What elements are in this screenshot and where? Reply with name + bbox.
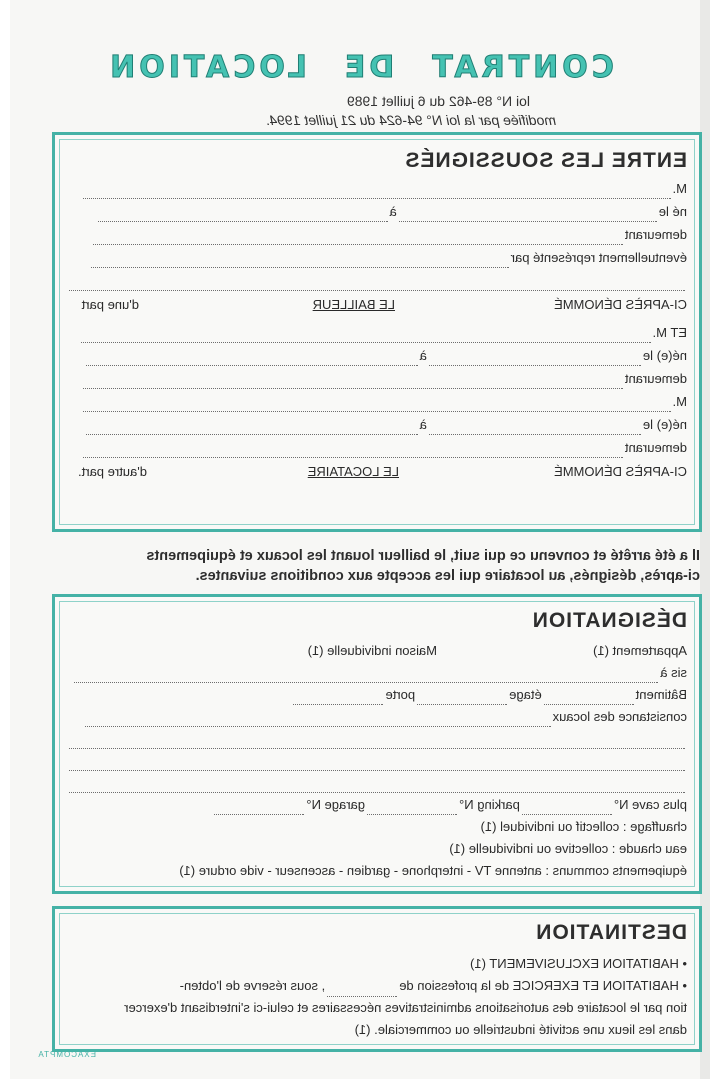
locataire2-birthdate-field[interactable] [429, 420, 641, 435]
bailleur-address-row [67, 225, 687, 245]
label-parking: parking N° [459, 797, 520, 812]
housing-type-row [67, 641, 687, 661]
label-demeurant: demeurant [624, 371, 687, 386]
contract-title [10, 50, 710, 85]
bailleur-name-row [67, 179, 687, 199]
bullet-icon: • [682, 956, 687, 971]
bullet-icon: • [682, 978, 687, 993]
law-reference: loi N° 89-462 du 6 juillet 1989 [346, 93, 530, 109]
locataire1-name-row [67, 323, 687, 343]
title-word-de: DE [340, 50, 395, 85]
designation-section [52, 594, 702, 894]
brand-mark: EXACOMPTA [37, 1050, 96, 1059]
label-d-une-part: d'une part [81, 297, 139, 312]
label-ne-le: né le [658, 204, 687, 219]
bailleur-address-field[interactable] [93, 230, 623, 245]
label-a: à [419, 348, 427, 363]
law-amendment: modifiée par la loi N° 94-624 du 21 juillet 1994. [265, 112, 556, 128]
label-a: à [419, 417, 427, 432]
bailleur-birthplace-field[interactable] [98, 207, 388, 222]
representative-field[interactable] [91, 253, 509, 268]
label-m: M. [672, 181, 687, 196]
locataire1-name-field[interactable] [81, 328, 651, 343]
label-porte: porte [385, 687, 416, 702]
label-nee-le: né(e) le [642, 348, 687, 363]
mirrored-content [10, 0, 710, 1079]
shared-equipment-option[interactable]: équipements communs : antenne TV - interphone - gardien - ascenseur - vide ordure (1) [179, 863, 687, 878]
option-maison[interactable]: Maison individuelle (1) [307, 643, 437, 658]
blank-line-row [67, 271, 687, 291]
parties-title: ENTRE LES SOUSSIGNÉS [404, 149, 687, 172]
premises-line2 [67, 729, 687, 749]
premises-line4 [67, 773, 687, 793]
label-ci-apres: CI-APRÈS DÉNOMMÉ [554, 297, 687, 312]
label-d-autre-part: d'autre part. [78, 464, 147, 479]
premises-field-4[interactable] [69, 778, 685, 793]
bailleur-name-field[interactable] [83, 184, 671, 199]
agreement-statement-line2: ci-après, désignés, au locataire qui les accepte aux conditions suivantes. [195, 568, 700, 584]
title-word-contrat: CONTRAT [428, 50, 614, 85]
label-et-m: ET M. [652, 325, 687, 340]
use-option-exclusive[interactable] [57, 953, 687, 975]
locataire1-address-field[interactable] [83, 374, 623, 389]
cellar-field[interactable] [522, 800, 612, 815]
heating-option[interactable]: chauffage : collectif ou individuel (1) [480, 819, 687, 834]
label-cave: plus cave N° [613, 797, 687, 812]
premises-field-2[interactable] [69, 734, 685, 749]
locataire-designation-row [67, 462, 687, 482]
label-nee-le: né(e) le [642, 417, 687, 432]
representative-row [67, 248, 687, 268]
extra-line-field[interactable] [69, 276, 685, 291]
premises-row [67, 707, 687, 727]
bailleur-designation-row [67, 295, 687, 315]
agreement-statement-line1: Il a été arrêté et convenu ce qui suit, le bailleur louant les locaux et équipements [146, 548, 700, 564]
locataire1-address-row [67, 369, 687, 389]
destination-title: DESTINATION [535, 921, 687, 944]
locataire2-birth-row [67, 415, 687, 435]
label-m: M. [672, 394, 687, 409]
label-ci-apres: CI-APRÈS DÉNOMMÉ [554, 464, 687, 479]
parties-section [52, 132, 702, 532]
designation-title: DÉSIGNATION [531, 609, 687, 632]
destination-line2: tion par le locataire des autorisations administratives nécessaires et celui-ci s'interdisant d'exercer [124, 1000, 687, 1015]
garage-field[interactable] [214, 800, 304, 815]
option-exclusive-label: HABITATION EXCLUSIVEMENT (1) [470, 956, 679, 971]
floor-field[interactable] [417, 690, 507, 705]
premises-field-3[interactable] [69, 756, 685, 771]
title-word-location: LOCATION [106, 50, 307, 85]
locataire2-address-row [67, 438, 687, 458]
locataire2-name-field[interactable] [83, 397, 671, 412]
premises-line3 [67, 751, 687, 771]
label-a: à [389, 204, 397, 219]
option-appartement[interactable]: Appartement (1) [593, 643, 687, 658]
profession-field[interactable] [327, 982, 397, 997]
locataire1-birth-row [67, 346, 687, 366]
building-field[interactable] [544, 690, 634, 705]
door-field[interactable] [294, 690, 384, 705]
label-locataire: LE LOCATAIRE [307, 464, 399, 479]
destination-section [52, 906, 702, 1052]
locataire2-address-field[interactable] [83, 443, 623, 458]
label-etage: étage [509, 687, 542, 702]
option-profession-cont: , sous réserve de l'obten- [179, 978, 326, 993]
label-demeurant: demeurant [624, 440, 687, 455]
locataire2-name-row [67, 392, 687, 412]
locataire2-birthplace-field[interactable] [86, 420, 418, 435]
label-bailleur: LE BAILLEUR [312, 297, 395, 312]
premises-field[interactable] [85, 712, 551, 727]
destination-line3: dans les lieux une activité industrielle ou commerciale. (1) [354, 1022, 687, 1037]
label-batiment: Bâtiment [635, 687, 687, 702]
label-consistance: consistance des locaux [552, 709, 687, 724]
label-garage: garage N° [306, 797, 366, 812]
building-row [67, 685, 687, 705]
locataire1-birthdate-field[interactable] [429, 351, 641, 366]
bailleur-birth-row [67, 202, 687, 222]
use-option-profession[interactable] [57, 975, 687, 997]
contract-page [10, 0, 710, 1079]
locataire1-birthplace-field[interactable] [86, 351, 418, 366]
annex-row [67, 795, 687, 815]
hot-water-option[interactable]: eau chaude : collective ou individuelle (1) [449, 841, 687, 856]
label-demeurant: demeurant [624, 227, 687, 242]
address-row [67, 663, 687, 683]
bailleur-birthdate-field[interactable] [399, 207, 657, 222]
option-profession-label: HABITATION ET EXERCICE de la profession de [399, 978, 679, 993]
label-sis-a: sis à [660, 665, 687, 680]
parking-field[interactable] [367, 800, 457, 815]
address-field[interactable] [74, 668, 658, 683]
label-represente: éventuellement représenté par [510, 250, 687, 265]
